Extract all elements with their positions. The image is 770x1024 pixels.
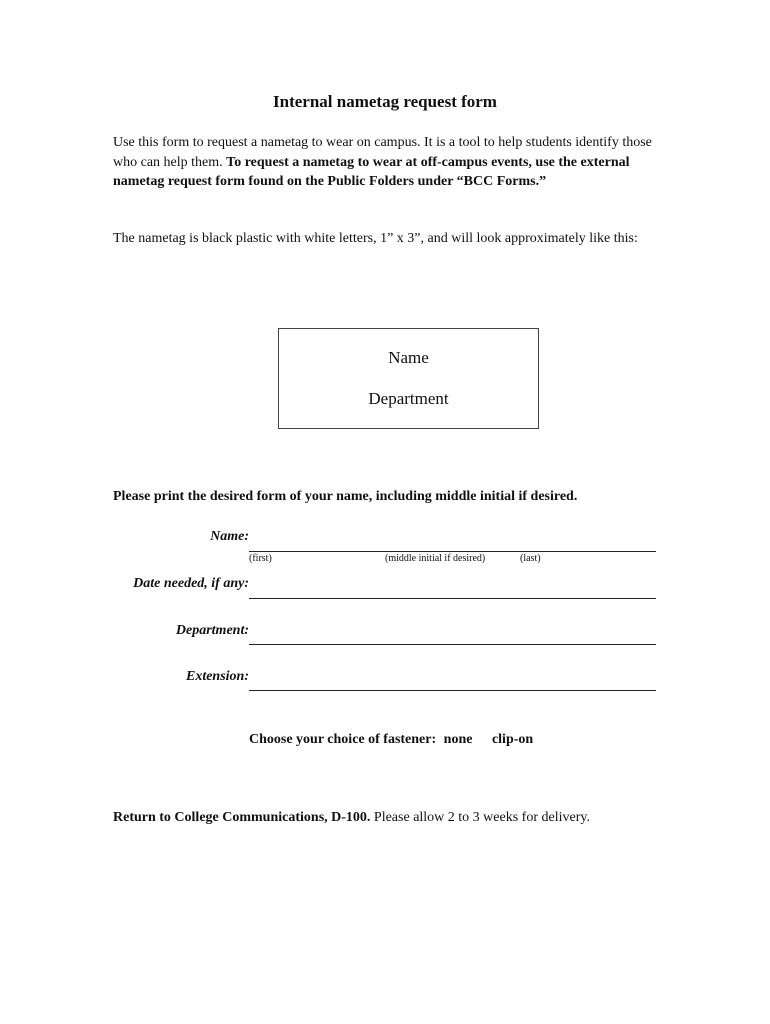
intro-bold-text: To request a nametag to wear at off-campus events, use the external nametag request form found on the Public Folders under “BCC Forms.” [113,154,630,189]
date-needed-label: Date needed, if any: [133,576,249,591]
name-label: Name: [210,529,249,544]
fastener-option-clip-on[interactable]: clip-on [491,732,534,747]
return-instructions [113,810,590,826]
fastener-option-none[interactable]: none [443,732,473,747]
name-sub-middle: (middle initial if desired) [385,553,486,564]
intro-paragraph [113,133,658,192]
sample-nametag [278,328,539,429]
extension-label: Extension: [185,669,249,684]
description-paragraph: The nametag is black plastic with white letters, 1” x 3”, and will look approximately like this: [113,231,638,246]
department-input-line[interactable] [249,644,656,645]
return-plain-text: Please allow 2 to 3 weeks for delivery. [370,810,590,825]
intro-text: Use this form to request a nametag to wear on campus. It is a tool to help students identify those who can help them. [113,135,652,170]
date-needed-input-line[interactable] [249,598,656,599]
form-title: Internal nametag request form [273,92,497,111]
name-instruction: Please print the desired form of your name, including middle initial if desired. [113,489,578,504]
name-sub-last: (last) [520,553,541,564]
sample-nametag-department: Department [368,389,449,408]
name-sub-first: (first) [249,553,272,564]
name-input-line[interactable] [249,551,656,552]
fastener-label: Choose your choice of fastener: [249,732,437,747]
fastener-choice [249,732,533,748]
extension-input-line[interactable] [249,690,656,691]
department-label: Department: [175,623,249,638]
sample-nametag-name: Name [388,348,429,367]
return-bold-text: Return to College Communications, D-100. [113,810,371,825]
